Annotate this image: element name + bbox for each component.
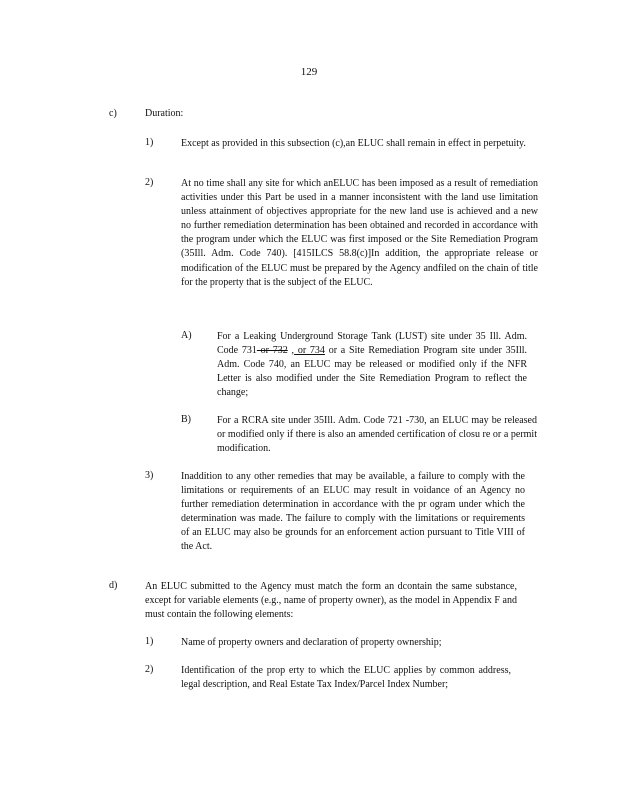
section-d-text: An ELUC submitted to the Agency must match the form an dcontain the same substance, except for variable elements (e.g., name of property owner), as the model in Appendix F and must contain the following elements: (145, 581, 517, 621)
section-c-item-2-sub-a-text (217, 330, 527, 400)
section-d-item-2-text: Identification of the prop erty to which the ELUC applies by common address, legal description, and Real Estate Tax Index/Parcel Index Number; (181, 665, 511, 691)
section-c-item-2-sub-b-text: For a RCRA site under 35Ill. Adm. Code 721 -730, an ELUC may be released or modified only if there is also an amended certification of closu re or a permit modification. (217, 415, 537, 455)
section-c-item-2-marker: 2) (145, 177, 154, 188)
sub-a-underlined-text: or 734 (294, 345, 325, 357)
sub-a-text-before: For a Leaking Underground Storage Tank (LUST) site under 35 Ill. Adm. Code 731 (217, 331, 527, 357)
section-c-item-2-sub-a-marker: A) (181, 330, 192, 341)
section-c-heading: Duration: (145, 108, 184, 119)
section-c-item-3-text: Inaddition to any other remedies that may be available, a failure to comply with the limitations or requirements of an ELUC may result in voidance of an Agency no further remediation determination in accordance with the pr ogram under which the determination was made. The failure to comply with the limitations or requirements of an ELUC may also be grounds for an enforcement action pursuant to Title VIII of the Act. (181, 471, 525, 553)
section-c-item-2-text: At no time shall any site for which anELUC has been imposed as a result of remediation activities under this Part be used in a manner inconsistent with the land use limitation unless attainment of objectives appropriate for the new land use is achieved and a new no further remediation determination has been obtained and recorded in accordance with the program under which the ELUC was first imposed or the Site Remediation Program (35Ill. Adm. Code 740). [415ILCS 58.8(c)]In addition, the appropriate release or modification of the ELUC must be prepared by the Agency andfiled on the chain of title for the property that is the subject of the ELUC. (181, 178, 538, 288)
section-c-item-3-marker: 3) (145, 470, 154, 481)
section-c-item-1-marker: 1) (145, 137, 154, 148)
section-d-item-1-marker: 1) (145, 636, 154, 647)
page-number: 129 (300, 66, 318, 78)
section-d-marker: d) (109, 580, 118, 591)
section-c-marker: c) (109, 108, 117, 119)
sub-a-between-text: , (287, 345, 295, 357)
sub-a-text-after: or a Site Remediation Program site under 35Ill. Adm. Code 740, an ELUC may be released or modified only if the NFR Letter is also modified under the Site Remediation Program to reflect the change; (217, 345, 527, 399)
section-c-item-2-sub-b-marker: B) (181, 414, 191, 425)
section-d-item-1-text: Name of property owners and declaration of property ownership; (181, 637, 442, 648)
section-c-item-1-text: Except as provided in this subsection (c),an ELUC shall remain in effect in perpetuity. (181, 138, 526, 149)
sub-a-struck-text: or 732 (256, 345, 288, 357)
section-d-item-2-marker: 2) (145, 664, 154, 675)
